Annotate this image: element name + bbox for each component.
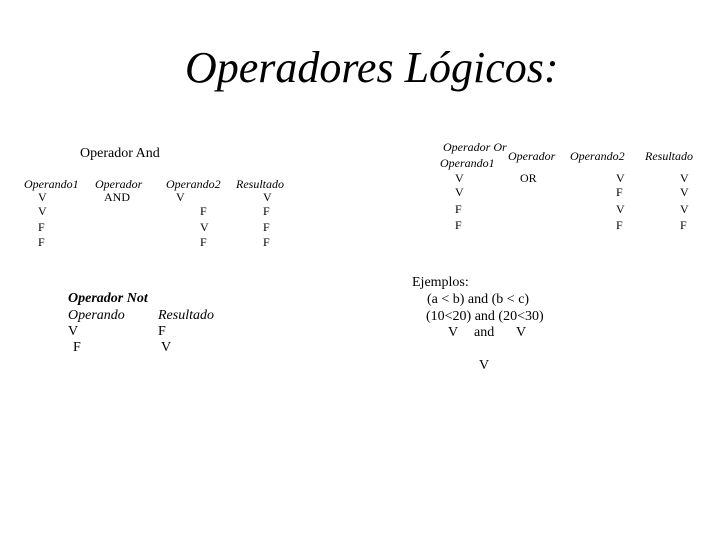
or-operando2-cell: F [616, 185, 623, 199]
page-title: Operadores Lógicos: [185, 43, 559, 92]
not-heading: Operador Not [68, 291, 148, 306]
or-header-resultado: Resultado [645, 149, 693, 163]
or-operando1-cell: F [455, 218, 462, 232]
and-operando1-cell: F [38, 235, 45, 249]
example-result: V [479, 358, 490, 373]
or-resultado-cell: V [680, 171, 689, 185]
not-resultado-cell: V [161, 340, 172, 355]
not-operando-cell: V [68, 324, 79, 339]
examples-heading: Ejemplos: [412, 275, 469, 290]
and-operando2-cell: F [200, 204, 207, 218]
and-operando1-cell: V [38, 190, 47, 204]
or-header-operador-or: Operador Or [443, 140, 507, 154]
or-header-operador: Operador [508, 149, 556, 163]
or-operando2-cell: V [616, 202, 625, 216]
and-operando1-cell: F [38, 220, 45, 234]
or-operando1-cell: F [455, 202, 462, 216]
example-line-3-right: V [516, 325, 527, 340]
and-operando2-cell: F [200, 235, 207, 249]
not-header-resultado: Resultado [158, 308, 214, 323]
and-resultado-cell: F [263, 204, 270, 218]
example-line-3-and: and [474, 325, 495, 340]
and-header-operando2: Operando2 [166, 177, 221, 191]
and-resultado-cell: V [263, 190, 272, 204]
and-header-operador: Operador [95, 177, 143, 191]
example-line-3-left: V [448, 325, 459, 340]
and-header-operando1: Operando1 [24, 177, 79, 191]
or-operando2-cell: F [616, 218, 623, 232]
example-line-1: (a < b) and (b < c) [427, 292, 530, 307]
and-header-resultado: Resultado [236, 177, 284, 191]
or-resultado-cell: F [680, 218, 687, 232]
or-resultado-cell: V [680, 202, 689, 216]
and-operador-value: AND [104, 190, 130, 204]
or-operando1-cell: V [455, 171, 464, 185]
and-operando2-cell: V [176, 190, 185, 204]
or-operando1-cell: V [455, 185, 464, 199]
not-header-operando: Operando [68, 308, 125, 323]
and-operando2-cell: V [200, 220, 209, 234]
or-resultado-cell: V [680, 185, 689, 199]
example-line-2: (10<20) and (20<30) [426, 309, 544, 324]
or-operando2-cell: V [616, 171, 625, 185]
not-operando-cell: F [73, 340, 81, 355]
and-resultado-cell: F [263, 235, 270, 249]
and-operando1-cell: V [38, 204, 47, 218]
or-header-operando2: Operando2 [570, 149, 625, 163]
or-header-operando1: Operando1 [440, 156, 495, 170]
or-operador-value: OR [520, 171, 537, 185]
and-heading: Operador And [80, 146, 160, 161]
not-resultado-cell: F [158, 324, 166, 339]
and-resultado-cell: F [263, 220, 270, 234]
